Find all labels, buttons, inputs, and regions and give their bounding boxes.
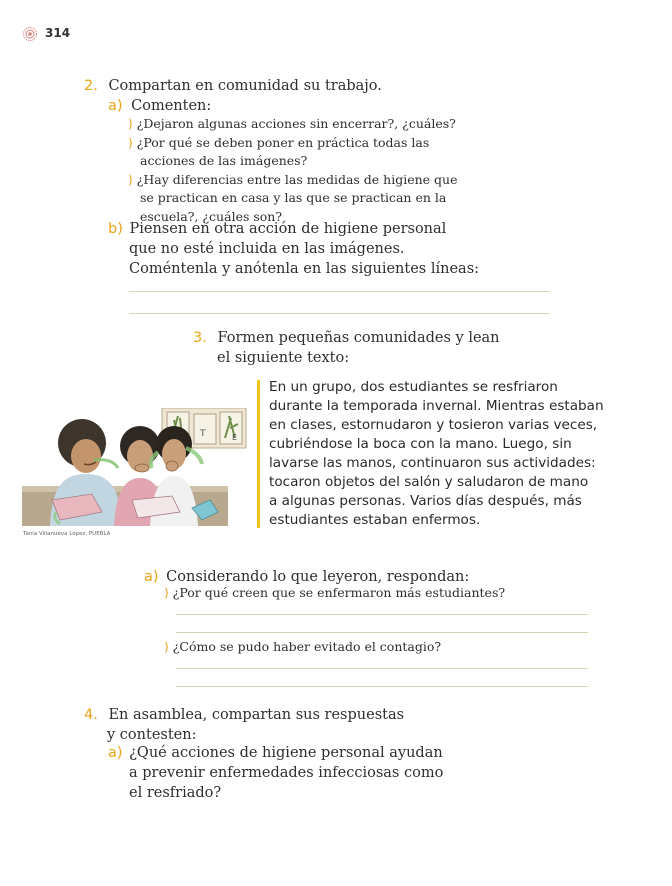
answer-line[interactable]: [176, 614, 588, 615]
section-2a-letter: a): [108, 98, 123, 114]
section-2b-letter: b): [108, 221, 123, 237]
page-number: 314: [45, 26, 71, 40]
section-4-number: 4.: [84, 707, 98, 723]
list-item-continuation: acciones de las imágenes?: [140, 153, 308, 168]
section-4-heading: 4. En asamblea, compartan sus respuestas y contesten:: [84, 707, 405, 743]
section-2-title: Compartan en comunidad su trabajo.: [108, 78, 382, 94]
section-3-number: 3.: [193, 330, 207, 346]
section-3a-title: Considerando lo que leyeron, respondan:: [166, 569, 470, 585]
list-item-continuation: se practican en casa y las que se practican en la: [140, 190, 447, 205]
poster-letter-e: E: [232, 433, 238, 442]
illustration-credit: Tania Villanueva López, PUEBLA: [23, 531, 111, 537]
section-2a-questions: [128, 115, 458, 226]
reading-passage: En un grupo, dos estudiantes se resfriaron durante la temporada invernal. Mientras estaban en clases, estornudaron y tosieron varias veces, cubriéndose la boca con la mano. Luego, sin lavarse las manos, continuaron sus actividades: tocaron objetos del salón y saludaron de mano a algunas personas. Varios días después, más estudiantes estaban enfermos.: [269, 379, 604, 528]
list-item: ) ¿Por qué se deben poner en práctica todas las: [128, 134, 430, 150]
section-2-number: 2.: [84, 78, 98, 94]
section-4a-letter: a): [108, 745, 123, 761]
section-4a: a) ¿Qué acciones de higiene personal ayudan a prevenir enfermedades infecciosas como el resfriado?: [108, 745, 444, 801]
section-2a-title: Comenten:: [131, 98, 212, 114]
poster-letter-t: T: [200, 429, 206, 439]
section-3-heading: 3. Formen pequeñas comunidades y lean el siguiente texto:: [193, 330, 500, 366]
classroom-illustration: [22, 408, 248, 526]
question-3a-2: ) ¿Cómo se pudo haber evitado el contagio?: [164, 639, 442, 654]
answer-line[interactable]: [176, 632, 588, 633]
section-3a-letter: a): [144, 569, 159, 585]
section-2a-heading: [108, 96, 211, 116]
list-item: ) ¿Hay diferencias entre las medidas de higiene que: [128, 171, 458, 187]
answer-line[interactable]: [129, 291, 549, 292]
section-2-heading: [84, 76, 382, 96]
answer-line[interactable]: [176, 668, 588, 669]
reading-accent-bar: [257, 380, 260, 528]
list-item: ) ¿Dejaron algunas acciones sin encerrar?, ¿cuáles?: [128, 116, 456, 131]
answer-line[interactable]: [176, 686, 588, 687]
list-item-continuation: escuela?, ¿cuáles son?: [140, 208, 283, 224]
question-3a-1: ) ¿Por qué creen que se enfermaron más estudiantes?: [164, 585, 506, 600]
section-2b: b) Piensen en otra acción de higiene personal que no esté incluida en las imágenes. Coméntenla y anótenla en las siguientes líneas:: [108, 221, 480, 277]
sun-ornament-icon: [22, 26, 38, 42]
answer-line[interactable]: [129, 313, 549, 314]
